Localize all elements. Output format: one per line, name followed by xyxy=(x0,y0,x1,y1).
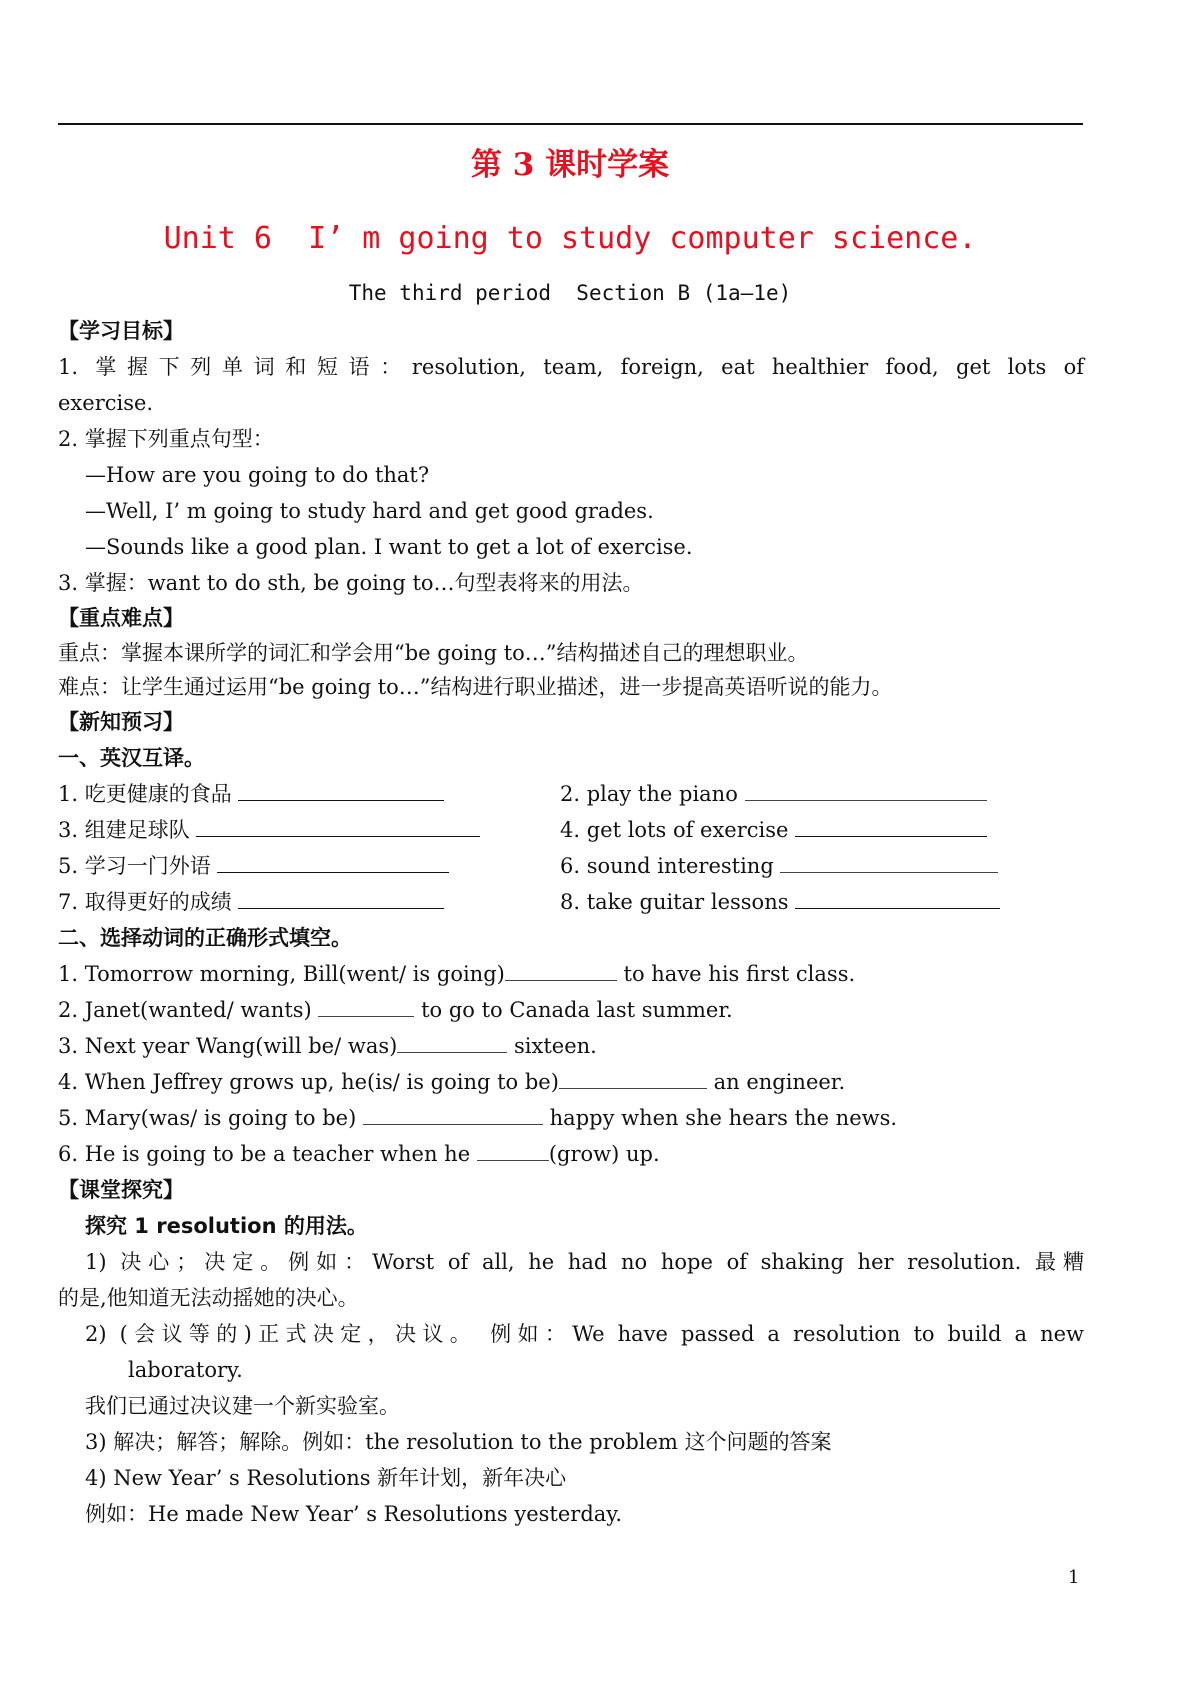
answer-blank[interactable] xyxy=(505,958,617,981)
period-subtitle: The third period Section B (1a—1e) xyxy=(348,281,792,305)
translate-item-7: 7. 取得更好的成绩 xyxy=(58,885,444,919)
answer-blank[interactable] xyxy=(217,850,449,873)
answer-blank[interactable] xyxy=(238,886,444,909)
objectives-heading: 【学习目标】 xyxy=(58,319,184,343)
answer-blank[interactable] xyxy=(795,886,1000,909)
key-point: 重点：掌握本课所学的词汇和学会用“be going to…”结构描述自己的理想职业。 xyxy=(58,641,809,665)
usage-1: 1) 决心；决定。例如：Worst of all, he had no hope of shaking her resolution. 最糟 xyxy=(85,1250,1084,1274)
translate-item-4: 4. get lots of exercise xyxy=(560,813,987,847)
sentence-pattern-1: —How are you going to do that? xyxy=(85,463,430,487)
page-number: 1 xyxy=(1068,1567,1080,1588)
translate-item-2: 2. play the piano xyxy=(560,777,987,811)
explore-heading: 【课堂探究】 xyxy=(58,1178,184,1202)
answer-blank[interactable] xyxy=(318,994,414,1017)
usage-3: 3) 解决；解答；解除。例如：the resolution to the problem 这个问题的答案 xyxy=(85,1430,832,1454)
difficult-point: 难点：让学生通过运用“be going to…”结构进行职业描述，进一步提高英语听说的能力。 xyxy=(58,675,893,699)
answer-blank[interactable] xyxy=(780,850,998,873)
answer-blank[interactable] xyxy=(795,814,987,837)
explore-subheading: 探究 1 resolution 的用法。 xyxy=(85,1214,368,1238)
unit-title: Unit 6 I’ m going to study computer science. xyxy=(163,221,977,256)
fill-item-4: 4. When Jeffrey grows up, he(is/ is going to be) an engineer. xyxy=(58,1065,845,1099)
objective-1: 1. 掌握下列单词和短语：resolution, team, foreign, eat healthier food, get lots of xyxy=(58,355,1084,379)
translate-item-3: 3. 组建足球队 xyxy=(58,813,480,847)
objective-2: 2. 掌握下列重点句型： xyxy=(58,427,274,451)
lesson-title: 第 3 课时学案 xyxy=(470,147,670,183)
answer-blank[interactable] xyxy=(238,778,444,801)
answer-blank[interactable] xyxy=(745,778,987,801)
sentence-pattern-2: —Well, I’ m going to study hard and get good grades. xyxy=(85,499,654,523)
answer-blank[interactable] xyxy=(363,1102,543,1125)
fill-item-2: 2. Janet(wanted/ wants) to go to Canada last summer. xyxy=(58,993,733,1027)
usage-4-example: 例如：He made New Year’ s Resolutions yesterday. xyxy=(85,1502,623,1526)
fill-in-title: 二、选择动词的正确形式填空。 xyxy=(58,926,352,950)
fill-item-1: 1. Tomorrow morning, Bill(went/ is going) to have his first class. xyxy=(58,957,855,991)
usage-2-translation: 我们已通过决议建一个新实验室。 xyxy=(85,1394,400,1418)
translate-item-8: 8. take guitar lessons xyxy=(560,885,1000,919)
usage-4: 4) New Year’ s Resolutions 新年计划，新年决心 xyxy=(85,1466,567,1490)
usage-2: 2) (会议等的)正式决定，决议。 例如：We have passed a resolution to build a new xyxy=(85,1322,1084,1346)
translate-item-6: 6. sound interesting xyxy=(560,849,998,883)
usage-1-cont: 的是,他知道无法动摇她的决心。 xyxy=(58,1286,359,1310)
answer-blank[interactable] xyxy=(559,1066,707,1089)
fill-item-5: 5. Mary(was/ is going to be) happy when she hears the news. xyxy=(58,1101,897,1135)
translate-item-1: 1. 吃更健康的食品 xyxy=(58,777,444,811)
top-rule xyxy=(58,123,1083,125)
objective-3: 3. 掌握：want to do sth, be going to…句型表将来的用法。 xyxy=(58,571,644,595)
answer-blank[interactable] xyxy=(397,1030,507,1053)
keypoints-heading: 【重点难点】 xyxy=(58,606,184,630)
fill-item-6: 6. He is going to be a teacher when he (grow) up. xyxy=(58,1137,660,1171)
translate-item-5: 5. 学习一门外语 xyxy=(58,849,449,883)
usage-2-cont: laboratory. xyxy=(128,1358,243,1382)
fill-item-3: 3. Next year Wang(will be/ was) sixteen. xyxy=(58,1029,597,1063)
preview-heading: 【新知预习】 xyxy=(58,710,184,734)
objective-1-cont: exercise. xyxy=(58,391,154,415)
translation-title: 一、英汉互译。 xyxy=(58,746,205,770)
sentence-pattern-3: —Sounds like a good plan. I want to get a lot of exercise. xyxy=(85,535,693,559)
answer-blank[interactable] xyxy=(196,814,480,837)
answer-blank[interactable] xyxy=(477,1138,549,1161)
